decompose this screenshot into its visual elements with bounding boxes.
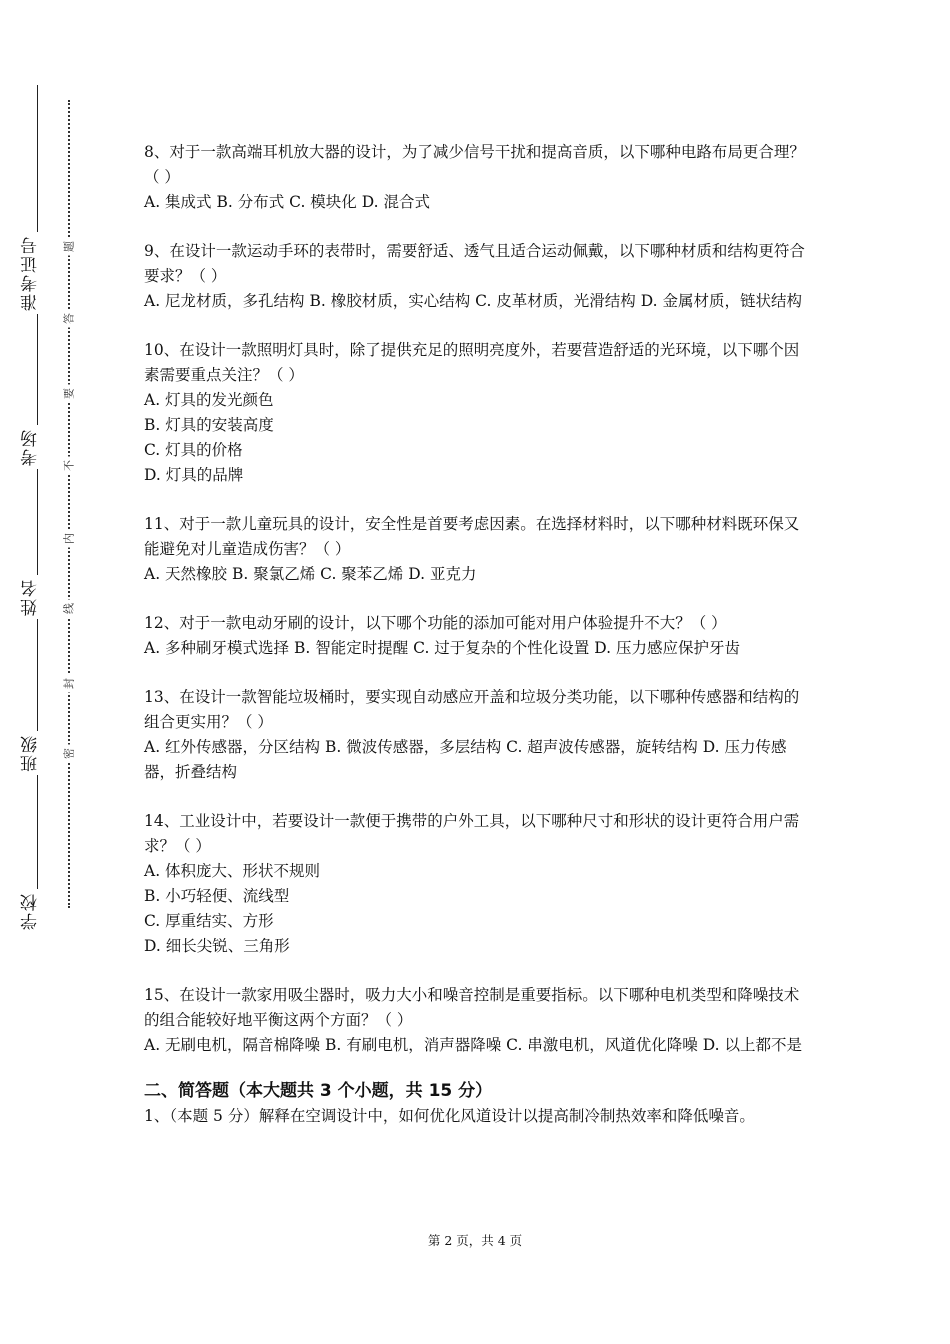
question-10 — [144, 338, 810, 488]
question-options — [144, 1033, 810, 1058]
option-line: A. 多种刷牙模式选择 B. 智能定时提醒 C. 过于复杂的个性化设置 D. 压力感应保护牙齿 — [144, 639, 740, 657]
question-14 — [144, 809, 810, 959]
question-text: 10、在设计一款照明灯具时，除了提供充足的照明亮度外，若要营造舒适的光环境，以下哪个因素需要重点关注？（ ） — [144, 341, 800, 384]
seal-char: 密 — [61, 745, 78, 763]
option-b: B. 灯具的安装高度 — [144, 416, 274, 434]
field-class: 班级 — [22, 731, 52, 775]
option-line: A. 尼龙材质，多孔结构 B. 橡胶材质，实心结构 C. 皮革材质，光滑结构 D. 金属材质，链状结构 — [144, 292, 802, 310]
page-footer: 第 2 页，共 4 页 — [427, 1233, 523, 1248]
seal-char: 要 — [61, 385, 78, 403]
question-options — [144, 636, 810, 661]
question-text: 9、在设计一款运动手环的表带时，需要舒适、透气且适合运动佩戴，以下哪种材质和结构更符合要求？（ ） — [144, 242, 805, 285]
option-b: B. 小巧轻便、流线型 — [144, 887, 290, 905]
option-line: A. 天然橡胶 B. 聚氯乙烯 C. 聚苯乙烯 D. 亚克力 — [144, 565, 477, 583]
question-13 — [144, 685, 810, 785]
question-9 — [144, 239, 810, 314]
question-15 — [144, 983, 810, 1058]
option-d: D. 细长尖锐、三角形 — [144, 937, 290, 955]
question-text: 13、在设计一款智能垃圾桶时，要实现自动感应开盖和垃圾分类功能，以下哪种传感器和结构的组合更实用？（ ） — [144, 688, 800, 731]
seal-char: 内 — [61, 530, 78, 548]
question-text: 11、对于一款儿童玩具的设计，安全性是首要考虑因素。在选择材料时，以下哪种材料既环保又能避免对儿童造成伤害？（ ） — [144, 515, 800, 558]
option-a: A. 灯具的发光颜色 — [144, 391, 274, 409]
binding-solid-line — [37, 85, 38, 931]
option-c: C. 灯具的价格 — [144, 441, 243, 459]
section-heading: 二、简答题（本大题共 3 个小题，共 15 分） — [144, 1081, 493, 1101]
question-options — [144, 388, 810, 488]
option-d: D. 灯具的品牌 — [144, 466, 244, 484]
question-options — [144, 562, 810, 587]
question-text: 15、在设计一款家用吸尘器时，吸力大小和噪音控制是重要指标。以下哪种电机类型和降噪技术的组合能较好地平衡这两个方面？（ ） — [144, 986, 800, 1029]
question-8 — [144, 140, 810, 215]
field-name: 姓名 — [22, 575, 52, 619]
binding-margin — [0, 0, 110, 1344]
seal-char: 不 — [61, 457, 78, 475]
option-c: C. 厚重结实、方形 — [144, 912, 274, 930]
field-exam-number: 准考证号 — [22, 232, 52, 314]
question-options — [144, 735, 810, 785]
short-answer-question-1: 1、（本题 5 分）解释在空调设计中，如何优化风道设计以提高制冷制热效率和降低噪音。 — [144, 1107, 755, 1125]
exam-content — [144, 140, 810, 1129]
question-options — [144, 190, 810, 215]
option-line: A. 无刷电机，隔音棉降噪 B. 有刷电机，消声器降噪 C. 串激电机，风道优化降噪 D. 以上都不是 — [144, 1036, 802, 1054]
seal-char: 封 — [61, 675, 78, 693]
question-options — [144, 859, 810, 959]
option-a: A. 体积庞大、形状不规则 — [144, 862, 321, 880]
field-school: 学校 — [22, 889, 52, 933]
question-text: 14、工业设计中，若要设计一款便于携带的户外工具，以下哪种尺寸和形状的设计更符合用户需求？（ ） — [144, 812, 800, 855]
question-options — [144, 289, 810, 314]
question-11 — [144, 512, 810, 587]
field-exam-room: 考场 — [22, 425, 52, 469]
binding-dotted-line — [68, 100, 70, 908]
option-line: A. 集成式 B. 分布式 C. 模块化 D. 混合式 — [144, 193, 430, 211]
seal-char: 线 — [61, 600, 78, 618]
option-line: A. 红外传感器，分区结构 B. 微波传感器，多层结构 C. 超声波传感器，旋转结构 D. 压力传感器，折叠结构 — [144, 738, 787, 781]
question-text: 12、对于一款电动牙刷的设计，以下哪个功能的添加可能对用户体验提升不大？（ ） — [144, 614, 727, 632]
seal-char: 答 — [61, 310, 78, 328]
question-12 — [144, 611, 810, 661]
seal-char: 题 — [61, 238, 78, 256]
question-text: 8、对于一款高端耳机放大器的设计，为了减少信号干扰和提高音质，以下哪种电路布局更合理？（ ） — [144, 143, 805, 186]
